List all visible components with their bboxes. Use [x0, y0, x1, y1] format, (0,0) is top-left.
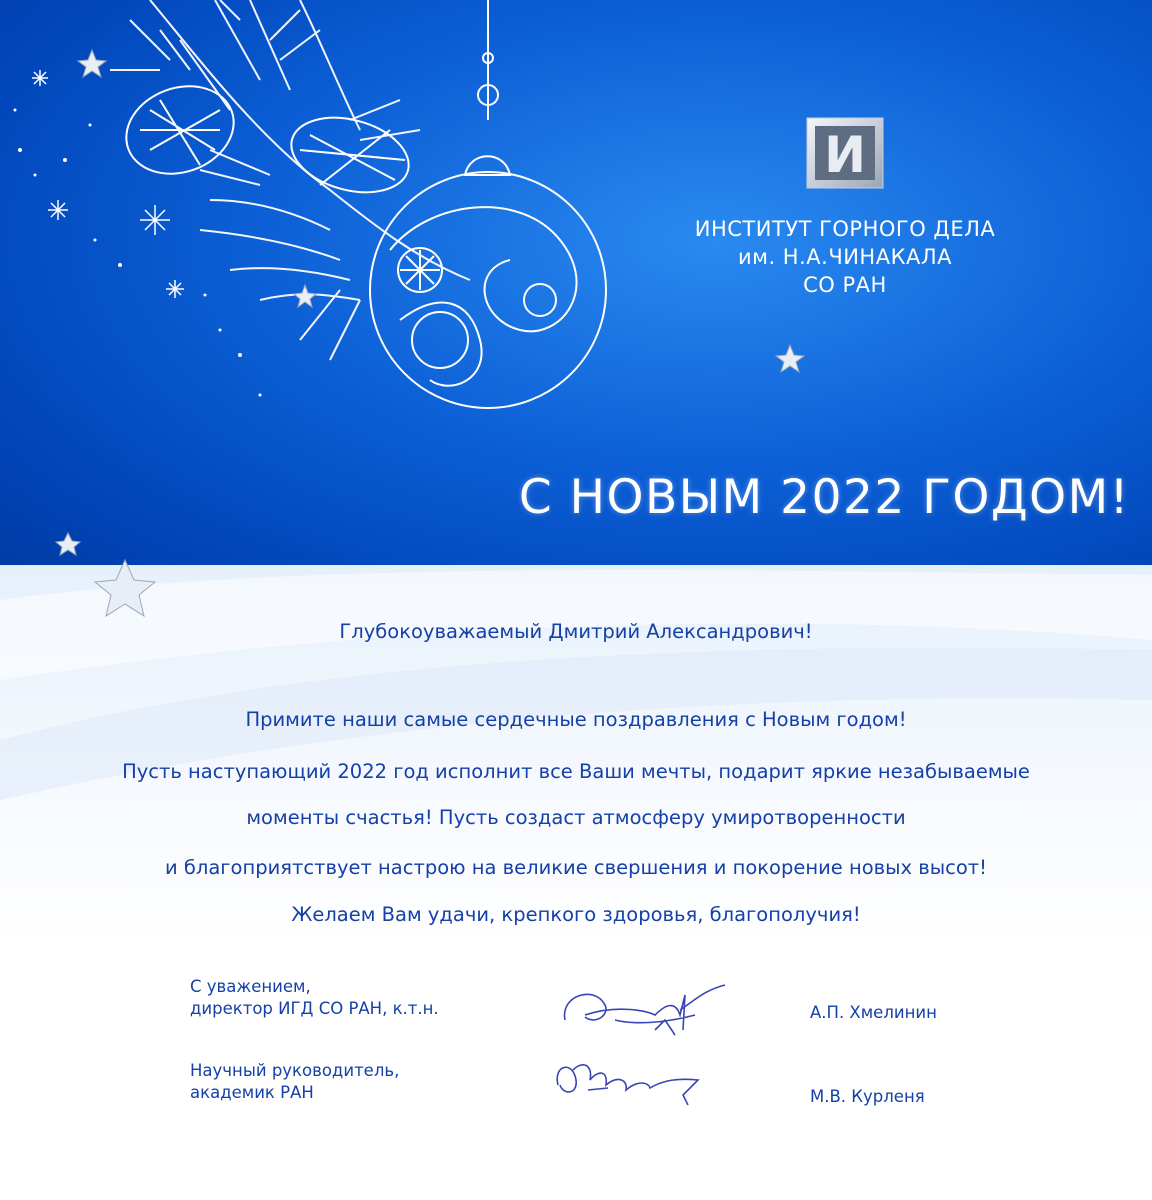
signatory-title	[190, 976, 439, 1020]
snow-dots	[14, 109, 262, 397]
christmas-ornament-illustration	[370, 0, 606, 408]
message-line: и благоприятствует настрою на великие свершения и покорение новых высот!	[165, 856, 987, 879]
signatory-title-line1: С уважением,	[190, 977, 311, 996]
pine-branch-illustration	[110, 0, 470, 360]
signatory-title-line1: Научный руководитель,	[190, 1061, 400, 1080]
institute-name-line2: им. Н.А.ЧИНАКАЛА	[737, 245, 953, 269]
institute-logo	[806, 117, 884, 189]
message-line: Пусть наступающий 2022 год исполнит все Ваши мечты, подарит яркие незабываемые	[122, 760, 1030, 783]
greeting-line: Глубокоуважаемый Дмитрий Александрович!	[339, 620, 813, 643]
signatory-name: А.П. Хмелинин	[810, 1003, 937, 1022]
message-line: моменты счастья! Пусть создаст атмосферу умиротворенности	[246, 806, 906, 829]
snowflake-icon	[32, 70, 184, 298]
signatory-title-line2: директор ИГД СО РАН, к.т.н.	[190, 999, 439, 1018]
institute-name-line3: СО РАН	[803, 273, 887, 297]
institute-name	[640, 215, 1050, 299]
star-icon	[56, 50, 804, 616]
signatory-name: М.В. Курленя	[810, 1087, 925, 1106]
headline: С НОВЫМ 2022 ГОДОМ!	[518, 470, 1130, 525]
signature-image	[548, 1050, 723, 1110]
signatory-title	[190, 1060, 399, 1104]
logo-letter: И	[824, 126, 866, 184]
institute-name-line1: ИНСТИТУТ ГОРНОГО ДЕЛА	[694, 217, 996, 241]
message-line: Желаем Вам удачи, крепкого здоровья, благополучия!	[291, 903, 861, 926]
message-line: Примите наши самые сердечные поздравления с Новым годом!	[245, 708, 907, 731]
signatory-title-line2: академик РАН	[190, 1083, 314, 1102]
signature-image	[555, 975, 730, 1045]
